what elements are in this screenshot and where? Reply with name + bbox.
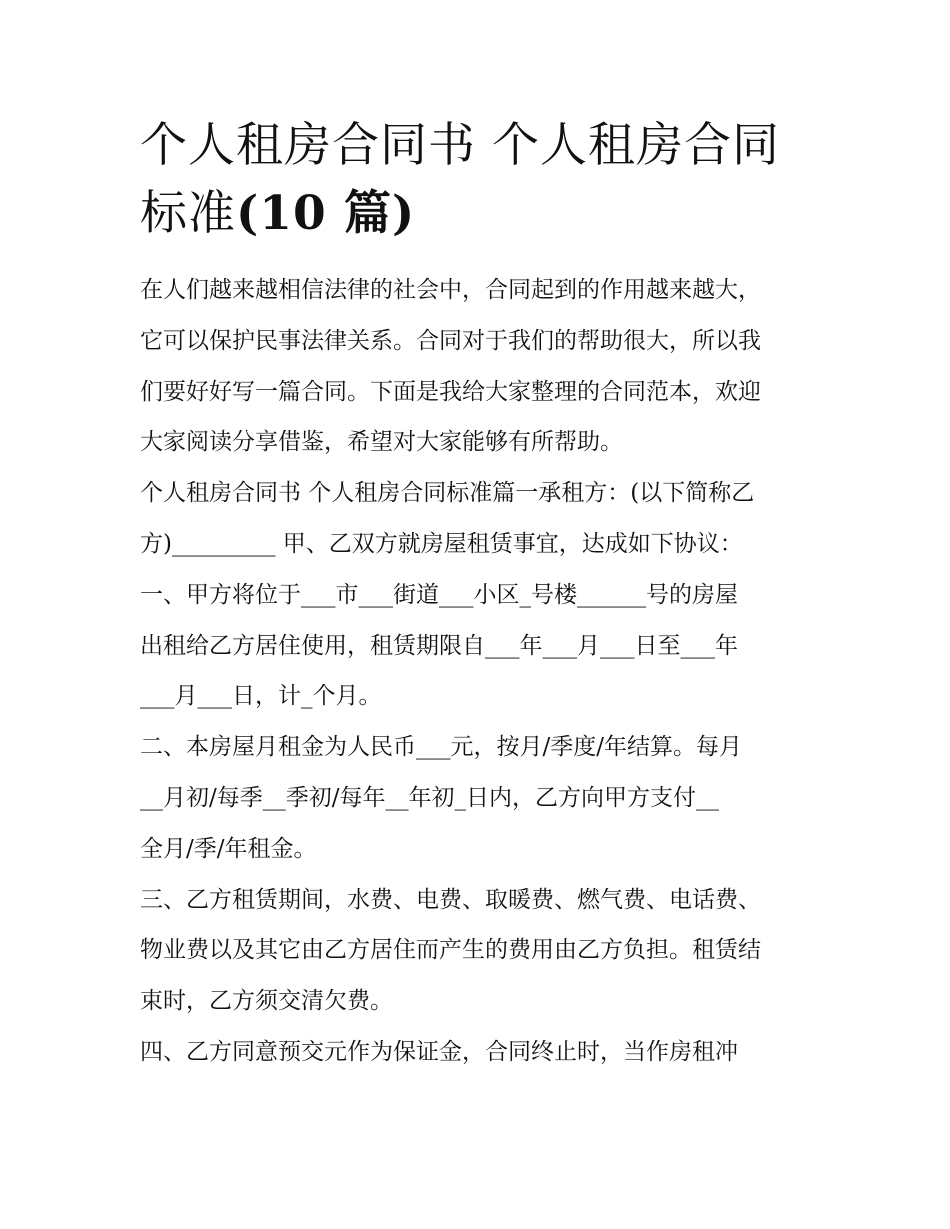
document-title <box>140 112 815 248</box>
document-content <box>140 112 815 1078</box>
text-line: 物业费以及其它由乙方居住而产生的费用由乙方负担。租赁结 <box>140 937 761 964</box>
text-line: 们要好好写一篇合同。下面是我给大家整理的合同范本，欢迎 <box>140 378 761 405</box>
text-line: ___月___日，计_个月。 <box>140 683 382 710</box>
text-line: 一、甲方将位于___市___街道___小区_号楼______号的房屋 <box>140 581 738 608</box>
text-line: __月初/每季__季初/每年__年初_日内，乙方向甲方支付__ <box>140 784 719 811</box>
text-line: 全月/季/年租金。 <box>140 835 317 862</box>
clause-3-paragraph <box>140 875 815 1027</box>
contract-heading-paragraph <box>140 468 815 570</box>
text-line: 在人们越来越相信法律的社会中，合同起到的作用越来越大， <box>140 277 761 303</box>
title-line-2-text: 标准 <box>140 186 236 241</box>
title-line-1: 个人租房合同书 个人租房合同 <box>140 118 780 173</box>
text-line: 方)_________ 甲、乙双方就房屋租赁事宜，达成如下协议： <box>140 530 743 557</box>
clause-1-paragraph <box>140 570 815 722</box>
text-line: 四、乙方同意预交元作为保证金，合同终止时，当作房租冲 <box>140 1038 738 1065</box>
text-line: 个人租房合同书 个人租房合同标准篇一承租方：(以下简称乙 <box>140 480 755 507</box>
text-line: 出租给乙方居住使用，租赁期限自___年___月___日至___年 <box>140 632 738 659</box>
text-line: 束时，乙方须交清欠费。 <box>140 988 393 1015</box>
text-line: 它可以保护民事法律关系。合同对于我们的帮助很大，所以我 <box>140 327 761 354</box>
text-line: 三、乙方租赁期间，水费、电费、取暖费、燃气费、电话费、 <box>140 886 761 913</box>
clause-4-paragraph <box>140 1027 815 1078</box>
intro-paragraph <box>140 265 815 468</box>
title-line-2 <box>140 180 815 248</box>
clause-2-paragraph <box>140 722 815 874</box>
text-line: 大家阅读分享借鉴，希望对大家能够有所帮助。 <box>140 429 623 456</box>
title-line-2-count: (10 篇) <box>236 186 416 241</box>
document-body <box>140 265 815 1078</box>
text-line: 二、本房屋月租金为人民币___元，按月/季度/年结算。每月 <box>140 734 742 761</box>
